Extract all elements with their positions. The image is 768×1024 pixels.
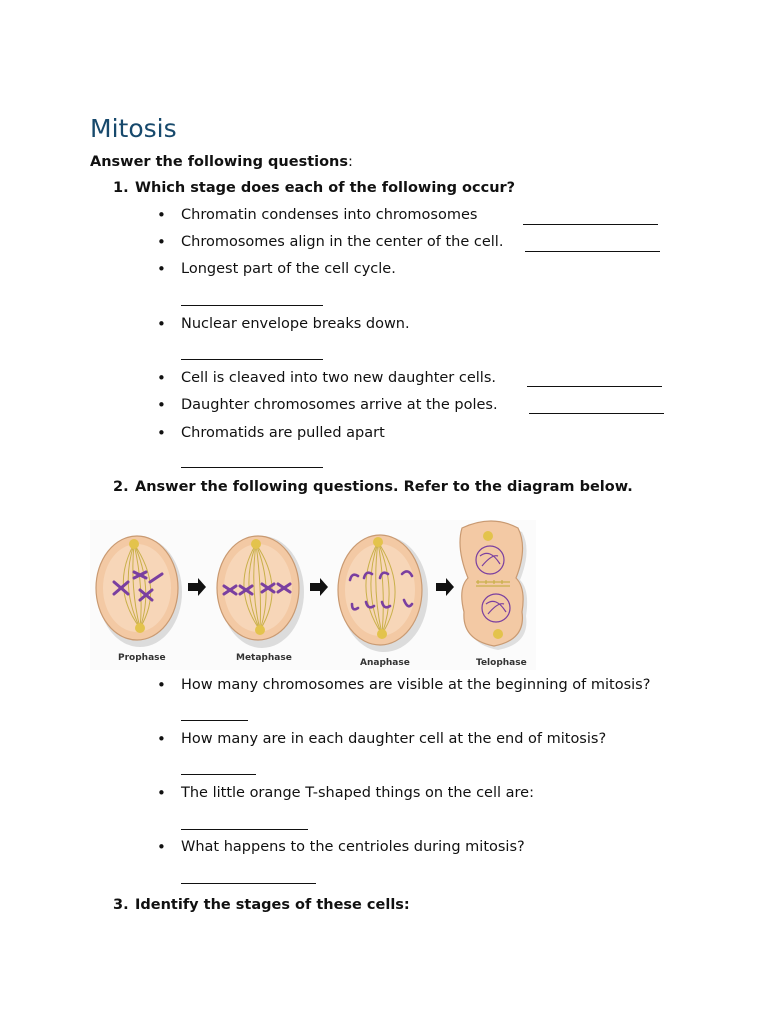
bullet-icon: • — [157, 838, 166, 856]
telophase-cell — [460, 521, 527, 650]
question-1-text: Which stage does each of the following occur? — [135, 180, 516, 196]
q1-item-text: Chromatin condenses into chromosomes — [181, 207, 478, 223]
question-3-text: Identify the stages of these cells: — [135, 897, 410, 913]
page-title: Mitosis — [90, 114, 177, 143]
answer-blank[interactable] — [181, 774, 256, 775]
bullet-icon: • — [157, 206, 166, 224]
question-2-text: Answer the following questions. Refer to the diagram below. — [135, 479, 633, 495]
question-3-number: 3. — [113, 897, 129, 913]
prophase-cell — [96, 536, 182, 647]
answer-blank[interactable] — [525, 251, 660, 252]
bullet-icon: • — [157, 315, 166, 333]
q1-item-text: Chromosomes align in the center of the cell. — [181, 234, 504, 250]
stage-label-telophase: Telophase — [476, 658, 527, 668]
q2-item-text: How many chromosomes are visible at the beginning of mitosis? — [181, 677, 651, 693]
bullet-icon: • — [157, 260, 166, 278]
arrow-icon — [310, 578, 328, 596]
bullet-icon: • — [157, 676, 166, 694]
stage-label-metaphase: Metaphase — [236, 653, 292, 663]
bullet-icon: • — [157, 233, 166, 251]
answer-blank[interactable] — [181, 829, 308, 830]
q1-item-text: Chromatids are pulled apart — [181, 425, 385, 441]
answer-blank[interactable] — [529, 413, 664, 414]
anaphase-cell — [338, 535, 428, 652]
metaphase-cell — [217, 536, 304, 648]
mitosis-diagram — [90, 520, 536, 670]
answer-blank[interactable] — [527, 386, 662, 387]
q1-item-text: Daughter chromosomes arrive at the poles. — [181, 397, 498, 413]
answer-blank[interactable] — [181, 305, 323, 306]
stage-label-prophase: Prophase — [118, 653, 166, 663]
bullet-icon: • — [157, 369, 166, 387]
q1-item-text: Cell is cleaved into two new daughter cells. — [181, 370, 496, 386]
question-1-number: 1. — [113, 180, 129, 196]
arrow-icon — [436, 578, 454, 596]
instructions — [90, 154, 353, 170]
q2-item-text: What happens to the centrioles during mitosis? — [181, 839, 525, 855]
question-1 — [113, 180, 515, 196]
answer-blank[interactable] — [181, 883, 316, 884]
answer-blank[interactable] — [181, 359, 323, 360]
bullet-icon: • — [157, 730, 166, 748]
q2-item-text: How many are in each daughter cell at the end of mitosis? — [181, 731, 607, 747]
question-2-number: 2. — [113, 479, 129, 495]
instructions-colon: : — [348, 154, 353, 170]
stage-label-anaphase: Anaphase — [360, 658, 410, 668]
answer-blank[interactable] — [181, 720, 248, 721]
answer-blank[interactable] — [181, 467, 323, 468]
arrow-icon — [188, 578, 206, 596]
question-3 — [113, 897, 410, 913]
instructions-bold: Answer the following questions — [90, 154, 349, 170]
question-2 — [113, 479, 633, 495]
bullet-icon: • — [157, 424, 166, 442]
bullet-icon: • — [157, 784, 166, 802]
q1-item-text: Longest part of the cell cycle. — [181, 261, 396, 277]
answer-blank[interactable] — [523, 224, 658, 225]
q2-item-text: The little orange T-shaped things on the cell are: — [181, 785, 534, 801]
q1-item-text: Nuclear envelope breaks down. — [181, 316, 410, 332]
bullet-icon: • — [157, 396, 166, 414]
